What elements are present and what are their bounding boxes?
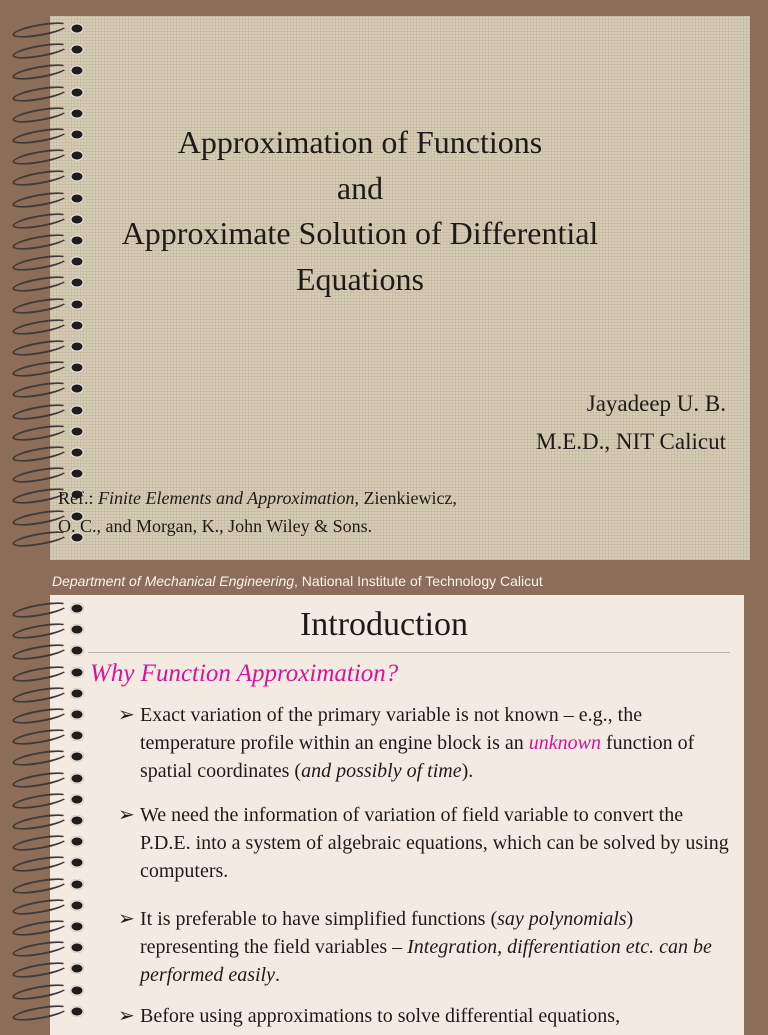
binding-ring-icon [10, 856, 88, 870]
binding-ring-icon [10, 1005, 88, 1019]
intro-title: Introduction [299, 606, 469, 643]
author-affiliation: M.E.D., NIT Calicut [536, 429, 726, 454]
binding-ring-icon [10, 793, 88, 807]
bullet3-text-a: It is preferable to have simplified functions ( [140, 908, 498, 930]
binding-ring-icon [10, 43, 88, 57]
binding-ring-icon [10, 425, 88, 439]
binding-ring-icon [10, 835, 88, 849]
ref-authors-2: O. C., and Morgan, K., John Wiley & Sons. [58, 516, 373, 536]
bullet1-italic: and possibly of time [301, 760, 462, 782]
binding-ring-icon [10, 750, 88, 764]
binding-ring-icon [10, 814, 88, 828]
arrow-bullet-icon: ➢ [118, 704, 135, 726]
title-line-3: Approximate Solution of Differential [121, 215, 599, 251]
arrow-bullet-icon: ➢ [118, 908, 135, 930]
ref-book-title: Finite Elements and Approximation [98, 488, 355, 508]
binding-ring-icon [10, 878, 88, 892]
bullet1-highlight: unknown [528, 732, 601, 754]
binding-ring-icon [10, 319, 88, 333]
arrow-bullet-icon: ➢ [118, 1005, 135, 1027]
binding-ring-icon [10, 962, 88, 976]
spiral-binding-bottom [10, 602, 88, 1024]
bullet3-text-c: . [274, 964, 280, 986]
slide-title [60, 120, 660, 302]
author-block [536, 385, 726, 461]
footer-department: Department of Mechanical Engineering [52, 573, 295, 589]
bullet-item-4 [118, 1002, 730, 1030]
bullet1-text-c: ). [461, 760, 474, 782]
title-divider [88, 652, 730, 653]
binding-ring-icon [10, 666, 88, 680]
binding-ring-icon [10, 446, 88, 460]
bullet-item-1 [118, 701, 730, 785]
title-line-2: and [336, 169, 384, 206]
binding-ring-icon [10, 941, 88, 955]
binding-ring-icon [10, 382, 88, 396]
bullet2-text: We need the information of variation of field variable to convert the P.D.E. into a system of algebraic equations, which can be solved by using computers. [140, 804, 729, 882]
binding-ring-icon [10, 361, 88, 375]
bullet1-text-a: Exact variation of the primary variable is not known – e.g., the temperature profile within an engine block is an [140, 704, 643, 754]
arrow-bullet-icon: ➢ [118, 804, 135, 826]
binding-ring-icon [10, 86, 88, 100]
binding-ring-icon [10, 404, 88, 418]
binding-ring-icon [10, 467, 88, 481]
title-line-1: Approximation of Functions [177, 124, 543, 160]
bullet1-text-b: function of spatial coordinates ( [140, 732, 695, 782]
bullet4-text: Before using approximations to solve differential equations, [140, 1005, 621, 1027]
binding-ring-icon [10, 22, 88, 36]
binding-ring-icon [10, 729, 88, 743]
binding-ring-icon [10, 644, 88, 658]
binding-ring-icon [10, 708, 88, 722]
binding-ring-icon [10, 340, 88, 354]
binding-ring-icon [10, 687, 88, 701]
binding-ring-icon [10, 984, 88, 998]
title-line-4: Equations [296, 260, 424, 297]
subheading: Why Function Approximation? [90, 660, 399, 687]
bullet3-italic-2: Integration, differentiation etc. can be performed easily [140, 936, 712, 986]
ref-prefix: Ref.: [58, 488, 98, 508]
binding-ring-icon [10, 899, 88, 913]
binding-ring-icon [10, 920, 88, 934]
binding-ring-icon [10, 772, 88, 786]
bullet3-text-b: ) representing the field variables – [140, 908, 634, 958]
author-name: Jayadeep U. B. [586, 391, 726, 416]
bullet-item-2 [118, 801, 730, 885]
footer [52, 573, 543, 589]
ref-authors-1: , Zienkiewicz, [354, 488, 457, 508]
reference [58, 484, 598, 540]
bullet-item-3 [118, 905, 730, 989]
bullet3-italic-1: say polynomials [497, 908, 627, 930]
binding-ring-icon [10, 107, 88, 121]
footer-institute: , National Institute of Technology Calicut [294, 573, 543, 589]
binding-ring-icon [10, 64, 88, 78]
